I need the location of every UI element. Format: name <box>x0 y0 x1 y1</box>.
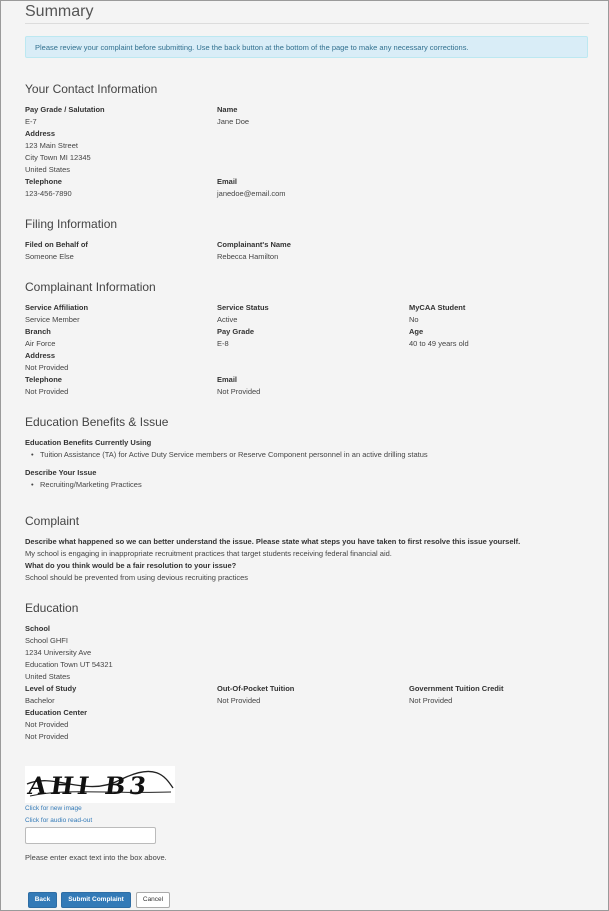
benefits-heading: Education Benefits & Issue <box>25 415 169 429</box>
new-image-link[interactable]: Click for new image <box>25 805 82 812</box>
benefits-using-label: Education Benefits Currently Using <box>25 438 152 447</box>
education-center-line1: Not Provided <box>25 720 69 729</box>
contact-heading: Your Contact Information <box>25 82 158 96</box>
gov-tuition-label: Government Tuition Credit <box>409 684 504 693</box>
education-heading: Education <box>25 601 79 615</box>
complaint-answer-2: School should be prevented from using devious recruiting practices <box>25 573 249 582</box>
filed-behalf-label: Filed on Behalf of <box>25 240 88 249</box>
level-of-study-value: Bachelor <box>25 696 55 705</box>
school-label: School <box>25 624 51 633</box>
pay-grade-value: E-7 <box>25 117 37 126</box>
name-label: Name <box>217 105 238 114</box>
level-of-study-label: Level of Study <box>25 684 77 693</box>
contact-address-line2: City Town MI 12345 <box>25 153 91 162</box>
school-street: 1234 University Ave <box>25 648 92 657</box>
benefits-using-item: • Tuition Assistance (TA) for Active Duty Service members or Reserve Component personnel in an active drilling status <box>40 450 428 459</box>
contact-address-label: Address <box>25 129 56 138</box>
mycaa-label: MyCAA Student <box>409 303 466 312</box>
complainant-email-value: Not Provided <box>217 387 261 396</box>
school-country: United States <box>25 672 71 681</box>
branch-label: Branch <box>25 327 51 336</box>
review-notice: Please review your complaint before submitting. Use the back button at the bottom of the page to make any necessary corrections. <box>25 36 588 58</box>
complaint-question-2: What do you think would be a fair resolution to your issue? <box>25 561 237 570</box>
pay-grade-label: Pay Grade / Salutation <box>25 105 105 114</box>
service-affiliation-value: Service Member <box>25 315 80 324</box>
school-name: School GHFI <box>25 636 68 645</box>
name-value: Jane Doe <box>217 117 250 126</box>
age-label: Age <box>409 327 424 336</box>
complainant-address-label: Address <box>25 351 56 360</box>
cancel-button[interactable]: Cancel <box>136 892 170 908</box>
issue-item: • Recruiting/Marketing Practices <box>40 480 142 489</box>
complainant-pay-grade-label: Pay Grade <box>217 327 255 336</box>
service-status-value: Active <box>217 315 238 324</box>
out-of-pocket-value: Not Provided <box>217 696 261 705</box>
captcha-input[interactable] <box>25 827 156 844</box>
gov-tuition-value: Not Provided <box>409 696 453 705</box>
filed-behalf-value: Someone Else <box>25 252 74 261</box>
contact-email-value: janedoe@email.com <box>217 189 286 198</box>
contact-telephone-value: 123-456-7890 <box>25 189 72 198</box>
issue-label: Describe Your Issue <box>25 468 97 477</box>
education-center-line2: Not Provided <box>25 732 69 741</box>
complainant-heading: Complainant Information <box>25 280 156 294</box>
captcha-graphic <box>25 766 175 803</box>
out-of-pocket-label: Out-Of-Pocket Tuition <box>217 684 295 693</box>
captcha-text: AHI B3 <box>26 771 153 800</box>
submit-complaint-button[interactable]: Submit Complaint <box>61 892 131 908</box>
mycaa-value: No <box>409 315 419 324</box>
page-title: Summary <box>25 3 94 20</box>
age-value: 40 to 49 years old <box>409 339 469 348</box>
school-city: Education Town UT 54321 <box>25 660 113 669</box>
title-divider <box>25 23 589 24</box>
contact-email-label: Email <box>217 177 238 186</box>
complainant-address-value: Not Provided <box>25 363 69 372</box>
contact-telephone-label: Telephone <box>25 177 62 186</box>
complainant-telephone-label: Telephone <box>25 375 62 384</box>
complainant-telephone-value: Not Provided <box>25 387 69 396</box>
complaint-heading: Complaint <box>25 514 80 528</box>
branch-value: Air Force <box>25 339 56 348</box>
complainant-name-label: Complainant's Name <box>217 240 291 249</box>
complaint-question-1: Describe what happened so we can better understand the issue. Please state what steps you have taken to first resolve this issue yourself. <box>25 537 521 546</box>
captcha-instruction: Please enter exact text into the box above. <box>25 853 167 862</box>
complainant-pay-grade-value: E-8 <box>217 339 229 348</box>
audio-readout-link[interactable]: Click for audio read-out <box>25 817 93 824</box>
complainant-email-label: Email <box>217 375 238 384</box>
filing-heading: Filing Information <box>25 217 118 231</box>
service-affiliation-label: Service Affiliation <box>25 303 89 312</box>
back-button[interactable]: Back <box>28 892 57 908</box>
service-status-label: Service Status <box>217 303 269 312</box>
complaint-answer-1: My school is engaging in inappropriate recruitment practices that target students receiving federal financial aid. <box>25 549 392 558</box>
education-center-label: Education Center <box>25 708 88 717</box>
contact-address-line1: 123 Main Street <box>25 141 78 150</box>
captcha-image <box>25 766 175 803</box>
complainant-name-value: Rebecca Hamilton <box>217 252 279 261</box>
contact-address-line3: United States <box>25 165 71 174</box>
